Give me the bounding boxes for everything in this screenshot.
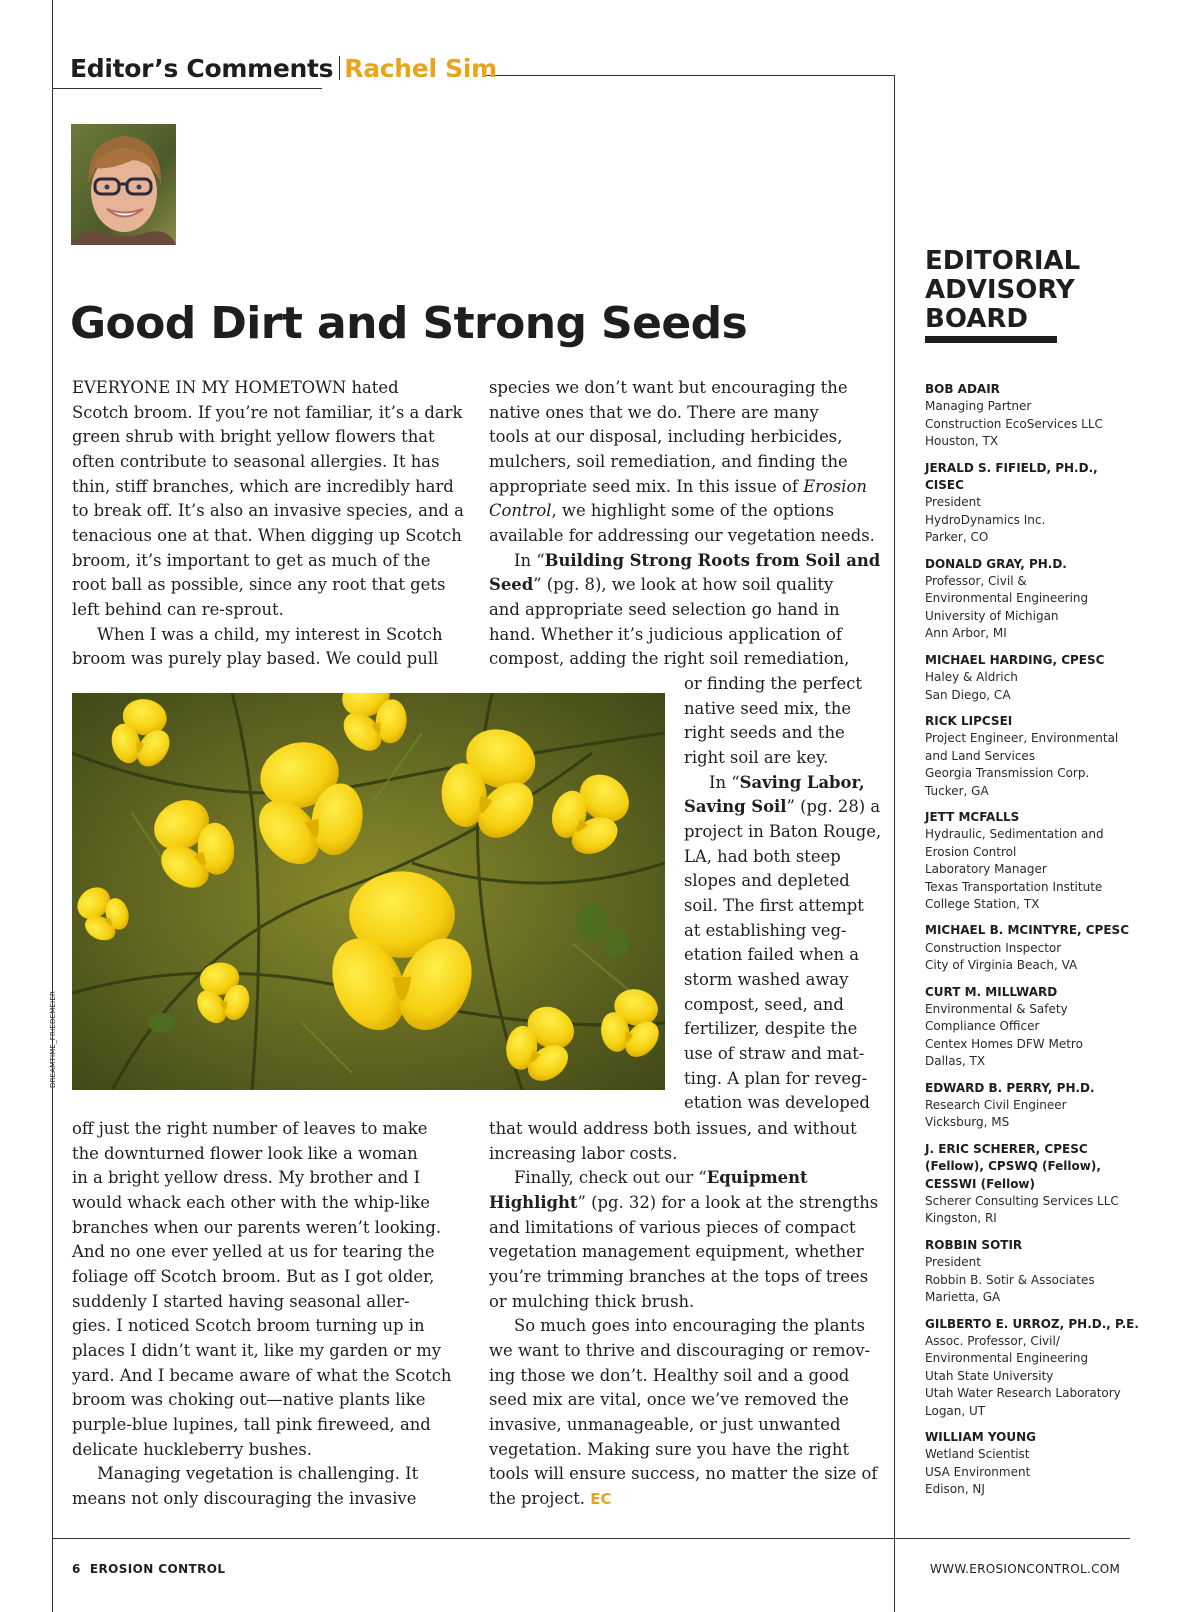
column-1-top <box>72 376 464 672</box>
board-member: BOB ADAIR Managing Partner Construction EcoServices LLC Houston, TX <box>925 381 1200 451</box>
text-line: etation failed when a <box>684 945 860 965</box>
photo-credit: DREAMTIME_FRIEDEMEIER <box>49 990 57 1088</box>
text-line: at establishing veg- <box>684 920 847 940</box>
text-line: and limitations of various pieces of compact <box>489 1217 856 1237</box>
advisory-board-list <box>925 381 1200 1508</box>
board-member: ROBBIN SOTIR President Robbin B. Sotir & Associates Marietta, GA <box>925 1237 1200 1307</box>
text-line: right seeds and the <box>684 723 845 743</box>
text-line: species we don’t want but encouraging the <box>489 378 848 397</box>
text-line: vegetation management equipment, whether <box>489 1242 864 1262</box>
text-line: LA, had both steep <box>684 846 841 866</box>
text-line: fertilizer, despite the <box>684 1019 858 1039</box>
page-footer-left <box>72 1562 225 1576</box>
text-line: to break off. It’s also an invasive species, and a <box>72 501 464 521</box>
text-line: tenacious one at that. When digging up Scotch <box>72 525 462 545</box>
text-line: yard. And I became aware of what the Scotch <box>72 1365 452 1385</box>
text-line: Finally, check out our “Equipment <box>514 1168 808 1188</box>
board-member: MICHAEL HARDING, CPESC Haley & Aldrich San Diego, CA <box>925 652 1200 704</box>
text-line: Managing vegetation is challenging. It <box>97 1464 419 1484</box>
board-member: JETT MCFALLS Hydraulic, Sedimentation and Erosion Control Laboratory Manager Texas Transportation Institute College Station, TX <box>925 809 1200 913</box>
text-line: And no one ever yelled at us for tearing the <box>72 1242 435 1262</box>
text-line: etation was developed <box>684 1093 870 1113</box>
text-line: would whack each other with the whip-like <box>72 1192 430 1212</box>
page-left-rule <box>52 0 53 1612</box>
section-name: Editor’s Comments <box>70 54 334 83</box>
board-member: J. ERIC SCHERER, CPESC (Fellow), CPSWQ (Fellow), CESSWI (Fellow) Scherer Consulting Services LLC Kingston, RI <box>925 1141 1200 1228</box>
page-number: 6 <box>72 1562 81 1576</box>
text-line: tools will ensure success, no matter the size of <box>489 1464 878 1484</box>
text-line: often contribute to seasonal allergies. It has <box>72 451 440 471</box>
text-line: gies. I noticed Scotch broom turning up in <box>72 1316 425 1336</box>
text-line: soil. The first attempt <box>684 895 864 915</box>
text-line: ting. A plan for reveg- <box>684 1068 868 1088</box>
article-reference: Saving Labor, <box>739 772 865 792</box>
member-name: MICHAEL B. MCINTYRE, CPESC <box>925 923 1129 938</box>
text-line: In “Building Strong Roots from Soil and <box>514 550 881 570</box>
text-line: in a bright yellow dress. My brother and I <box>72 1168 421 1188</box>
text-line: vegetation. Making sure you have the right <box>489 1439 850 1459</box>
member-name: GILBERTO E. URROZ, PH.D., P.E. <box>925 1316 1139 1331</box>
text-line: or mulching thick brush. <box>489 1291 695 1311</box>
article-reference: Highlight <box>489 1192 578 1212</box>
text-line: increasing labor costs. <box>489 1143 678 1163</box>
text-line: hand. Whether it’s judicious application of <box>489 624 842 644</box>
footer-rule <box>52 1538 1130 1539</box>
text-line: means not only discouraging the invasive <box>72 1488 417 1508</box>
member-name: J. ERIC SCHERER, CPESC <box>925 1141 1088 1156</box>
text-line: right soil are key. <box>684 747 829 767</box>
text-line: we want to thrive and discouraging or remov- <box>489 1340 871 1360</box>
text-line: off just the right number of leaves to make <box>72 1119 428 1138</box>
text-line: ing those we don’t. Healthy soil and a good <box>489 1365 850 1385</box>
board-member: DONALD GRAY, PH.D. Professor, Civil & Environmental Engineering University of Michigan Ann Arbor, MI <box>925 556 1200 643</box>
article-reference: Building Strong Roots from Soil and <box>544 550 881 570</box>
text-line: Highlight” (pg. 32) for a look at the strengths <box>489 1192 879 1212</box>
text-line: that would address both issues, and without <box>489 1119 857 1138</box>
text-line: appropriate seed mix. In this issue of Erosion <box>489 476 867 496</box>
text-line: Seed” (pg. 8), we look at how soil quality <box>489 575 834 595</box>
text-line: delicate huckleberry bushes. <box>72 1439 312 1459</box>
text-line: Saving Soil” (pg. 28) a <box>684 797 881 817</box>
text-line: broom was choking out—native plants like <box>72 1390 426 1410</box>
text-line: invasive, unmanageable, or just unwanted <box>489 1414 841 1434</box>
sidebar-heading: EDITORIAL ADVISORY BOARD <box>925 246 1081 334</box>
text-line: thin, stiff branches, which are incredibly hard <box>72 476 454 496</box>
member-name: CURT M. MILLWARD <box>925 984 1058 999</box>
text-line: foliage off Scotch broom. But as I got older, <box>72 1266 435 1286</box>
text-line: use of straw and mat- <box>684 1043 865 1063</box>
column-2-narrow <box>684 672 881 1116</box>
text-line: the downturned flower look like a woman <box>72 1143 418 1163</box>
text-line: Scotch broom. If you’re not familiar, it’s a dark <box>72 402 463 422</box>
publication-name: EROSION CONTROL <box>89 1562 226 1576</box>
column-2-top <box>489 376 880 672</box>
member-name: EDWARD B. PERRY, PH.D. <box>925 1080 1095 1095</box>
header-underline <box>52 88 322 89</box>
column-1-bottom <box>72 1117 451 1512</box>
board-member: WILLIAM YOUNG Wetland Scientist USA Environment Edison, NJ <box>925 1429 1200 1499</box>
section-header <box>70 54 497 83</box>
author-name: Rachel Sim <box>344 54 497 83</box>
text-line: root ball as possible, since any root that gets <box>72 575 446 595</box>
text-line: available for addressing our vegetation needs. <box>489 525 875 545</box>
text-line: broom, it’s important to get as much of the <box>72 550 431 570</box>
member-name: DONALD GRAY, PH.D. <box>925 556 1067 571</box>
scotch-broom-photo <box>72 693 665 1090</box>
column-2-bottom <box>489 1117 878 1512</box>
text-line: slopes and depleted <box>684 871 850 891</box>
member-name: ROBBIN SOTIR <box>925 1237 1023 1252</box>
header-rule <box>484 75 895 76</box>
member-name: RICK LIPCSEI <box>925 713 1013 728</box>
end-mark: EC <box>590 1489 612 1508</box>
board-member: EDWARD B. PERRY, PH.D. Research Civil Engineer Vicksburg, MS <box>925 1080 1200 1132</box>
member-name: (Fellow), CPSWQ (Fellow), <box>925 1159 1101 1174</box>
author-photo <box>71 124 176 245</box>
member-name: MICHAEL HARDING, CPESC <box>925 652 1105 667</box>
text-line: In “Saving Labor, <box>709 772 865 792</box>
text-line: Control, we highlight some of the options <box>489 501 834 521</box>
member-name: CESSWI (Fellow) <box>925 1176 1036 1191</box>
text-line: mulchers, soil remediation, and finding the <box>489 451 848 471</box>
text-line: green shrub with bright yellow flowers that <box>72 427 435 447</box>
text-line: native ones that we do. There are many <box>489 402 819 422</box>
text-line: suddenly I started having seasonal aller- <box>72 1291 410 1311</box>
text-line: and appropriate seed selection go hand in <box>489 599 840 619</box>
board-member: JERALD S. FIFIELD, PH.D., CISEC President HydroDynamics Inc. Parker, CO <box>925 460 1200 547</box>
article-title: Good Dirt and Strong Seeds <box>70 298 748 349</box>
member-name: CISEC <box>925 478 964 493</box>
article-reference: Seed <box>489 575 534 595</box>
text-line: seed mix are vital, once we’ve removed the <box>489 1390 849 1410</box>
text-line: EVERYONE IN MY HOMETOWN hated <box>72 378 399 397</box>
board-member: GILBERTO E. URROZ, PH.D., P.E. Assoc. Professor, Civil/ Environmental Engineering Utah State University Utah Water Research Laboratory Logan, UT <box>925 1316 1200 1420</box>
text-line: project in Baton Rouge, <box>684 821 882 841</box>
header-divider <box>339 56 340 80</box>
article-reference: Equipment <box>706 1168 808 1188</box>
text-line: purple-blue lupines, tall pink fireweed, and <box>72 1414 431 1434</box>
member-name: BOB ADAIR <box>925 382 1000 396</box>
text-line: broom was purely play based. We could pull <box>72 649 439 669</box>
member-name: JETT MCFALLS <box>925 809 1020 824</box>
text-line: compost, seed, and <box>684 994 844 1014</box>
text-line: storm washed away <box>684 969 849 989</box>
text-line: When I was a child, my interest in Scotch <box>97 624 443 644</box>
text-line: places I didn’t want it, like my garden or my <box>72 1340 441 1360</box>
text-line: the project. EC <box>489 1488 612 1508</box>
text-line: native seed mix, the <box>684 698 852 718</box>
text-line: compost, adding the right soil remediation, <box>489 649 850 669</box>
board-member: MICHAEL B. MCINTYRE, CPESC Construction Inspector City of Virginia Beach, VA <box>925 922 1200 974</box>
text-line: tools at our disposal, including herbicides, <box>489 427 843 447</box>
board-member: RICK LIPCSEI Project Engineer, Environmental and Land Services Georgia Transmission Corp. Tucker, GA <box>925 713 1200 800</box>
text-line: or finding the perfect <box>684 674 863 693</box>
text-line: left behind can re-sprout. <box>72 599 284 619</box>
article-reference: Saving Soil <box>684 797 787 817</box>
board-member: CURT M. MILLWARD Environmental & Safety Compliance Officer Centex Homes DFW Metro Dallas, TX <box>925 984 1200 1071</box>
text-line: branches when our parents weren’t looking. <box>72 1217 442 1237</box>
member-name: JERALD S. FIFIELD, PH.D., <box>925 460 1098 475</box>
website-url[interactable]: WWW.EROSIONCONTROL.COM <box>930 1562 1121 1576</box>
text-line: So much goes into encouraging the plants <box>514 1316 866 1336</box>
member-name: WILLIAM YOUNG <box>925 1429 1036 1444</box>
sidebar-heading-bar <box>925 336 1057 343</box>
text-line: you’re trimming branches at the tops of trees <box>489 1266 869 1286</box>
column-right-rule <box>894 75 895 1612</box>
